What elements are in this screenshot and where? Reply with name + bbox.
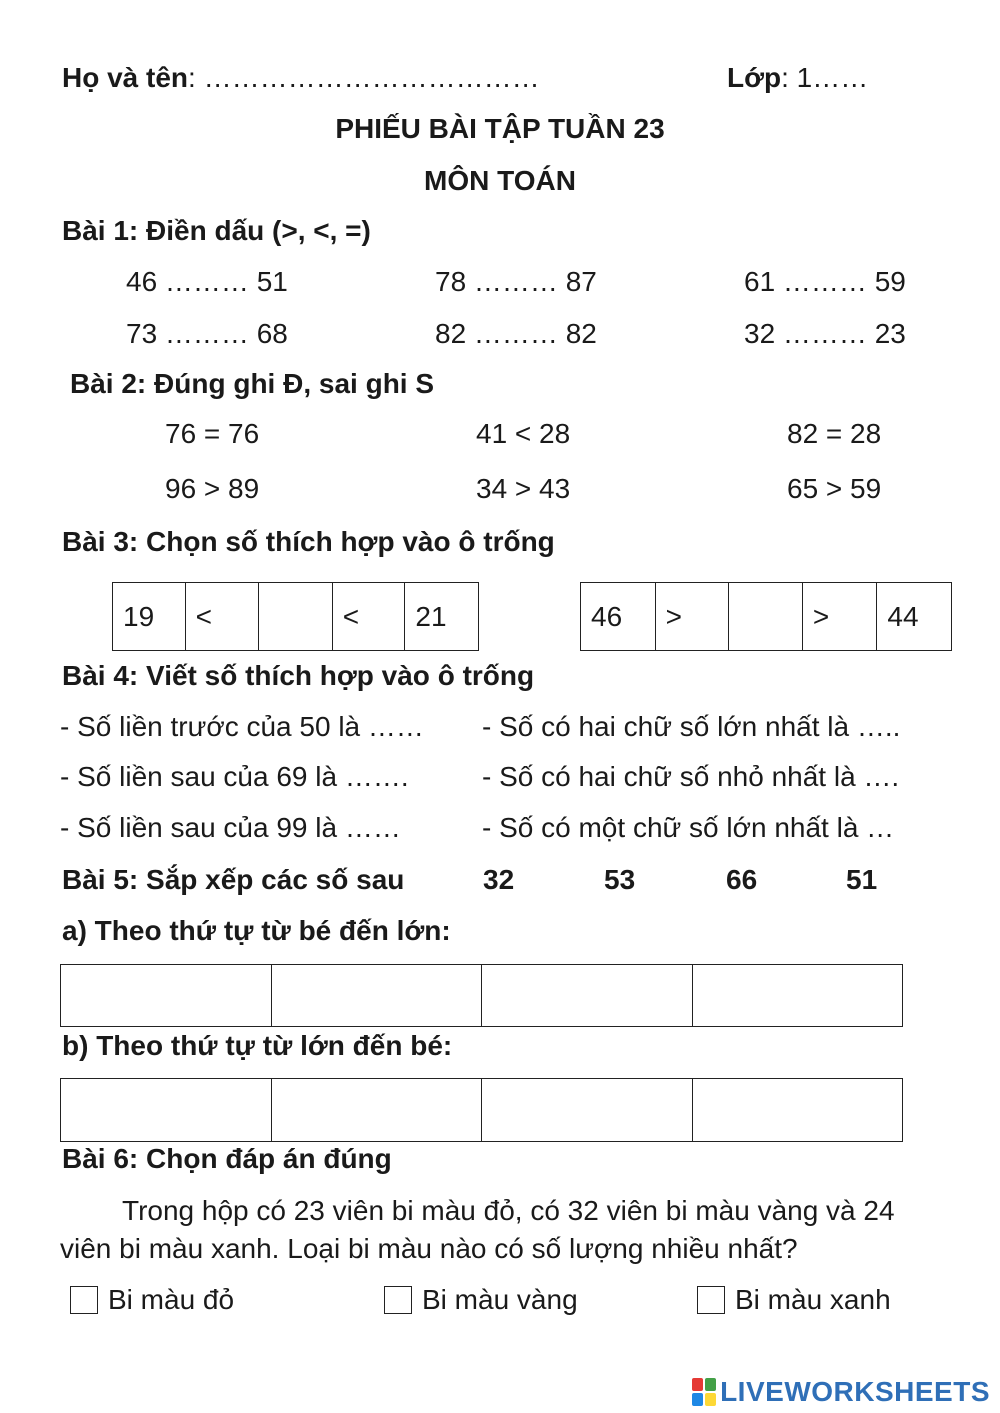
bai6-question-line-2: viên bi màu xanh. Loại bi màu nào có số lượng nhiều nhất? bbox=[60, 1233, 798, 1264]
bai6-heading: Bài 6: Chọn đáp án đúng bbox=[62, 1143, 392, 1174]
seq-cell: 44 bbox=[887, 600, 919, 632]
bai3-sequence-1 bbox=[112, 582, 479, 651]
seq-cell: 46 bbox=[581, 583, 656, 650]
seq-cell: > bbox=[803, 583, 878, 650]
bai5-number: 32 bbox=[483, 864, 515, 895]
checkbox[interactable] bbox=[697, 1286, 725, 1314]
logo-square bbox=[692, 1378, 703, 1391]
bai5-number: 51 bbox=[846, 864, 878, 895]
checkbox[interactable] bbox=[384, 1286, 412, 1314]
answer-cell[interactable] bbox=[693, 1079, 903, 1141]
bai2-item[interactable]: 41 < 28 bbox=[476, 418, 571, 449]
seq-blank-cell[interactable] bbox=[729, 583, 803, 650]
bai3-sequence-2 bbox=[580, 582, 952, 651]
bai5-part-b-label: b) Theo thứ tự từ lớn đến bé: bbox=[62, 1030, 453, 1061]
answer-cell[interactable] bbox=[482, 965, 693, 1026]
bai1-item[interactable]: 61 ……… 59 bbox=[744, 266, 906, 297]
bai4-left-item[interactable]: - Số liền trước của 50 là …… bbox=[60, 711, 424, 742]
bai5-number: 53 bbox=[604, 864, 636, 895]
logo-square bbox=[705, 1378, 716, 1391]
worksheet-title: PHIẾU BÀI TẬP TUẦN 23 bbox=[335, 113, 665, 144]
class-label: Lớp bbox=[727, 62, 782, 93]
bai1-item[interactable]: 46 ……… 51 bbox=[126, 266, 288, 297]
option-label: Bi màu đỏ bbox=[108, 1284, 235, 1315]
answer-cell[interactable] bbox=[272, 1079, 483, 1141]
bai2-item[interactable]: 34 > 43 bbox=[476, 473, 571, 504]
liveworksheets-logo-icon bbox=[692, 1378, 716, 1406]
bai5-number: 66 bbox=[726, 864, 758, 895]
bai5-heading: Bài 5: Sắp xếp các số sau bbox=[62, 864, 405, 895]
option-red[interactable] bbox=[70, 1284, 234, 1316]
bai3-heading: Bài 3: Chọn số thích hợp vào ô trống bbox=[62, 526, 555, 557]
class-line bbox=[727, 62, 868, 94]
seq-cell: > bbox=[656, 583, 730, 650]
liveworksheets-logo-text: LIVEWORKSHEETS bbox=[720, 1376, 990, 1407]
bai1-item[interactable]: 73 ……… 68 bbox=[126, 318, 288, 349]
bai2-heading: Bài 2: Đúng ghi Đ, sai ghi S bbox=[70, 368, 435, 399]
option-blue[interactable] bbox=[697, 1284, 891, 1316]
option-label: Bi màu xanh bbox=[735, 1284, 891, 1315]
bai5-answer-row-b bbox=[60, 1078, 903, 1142]
answer-cell[interactable] bbox=[272, 965, 483, 1026]
bai2-item[interactable]: 76 = 76 bbox=[165, 418, 260, 449]
seq-cell: < bbox=[333, 583, 406, 650]
seq-cell: 19 bbox=[113, 583, 186, 650]
bai4-right-item[interactable]: - Số có hai chữ số nhỏ nhất là …. bbox=[482, 761, 900, 792]
option-yellow[interactable] bbox=[384, 1284, 578, 1316]
bai4-heading: Bài 4: Viết số thích hợp vào ô trống bbox=[62, 660, 535, 691]
bai4-left-item[interactable]: - Số liền sau của 99 là …… bbox=[60, 812, 401, 843]
bai1-heading: Bài 1: Điền dấu (>, <, =) bbox=[62, 215, 371, 246]
bai1-item[interactable]: 32 ……… 23 bbox=[744, 318, 906, 349]
student-name-line bbox=[62, 62, 540, 94]
seq-cell: < bbox=[186, 583, 260, 650]
answer-cell[interactable] bbox=[482, 1079, 693, 1141]
checkbox[interactable] bbox=[70, 1286, 98, 1314]
bai4-right-item[interactable]: - Số có hai chữ số lớn nhất là ….. bbox=[482, 711, 901, 742]
subject-title: MÔN TOÁN bbox=[424, 165, 576, 196]
name-blank[interactable]: : ……………………………… bbox=[188, 62, 540, 93]
bai4-right-item[interactable]: - Số có một chữ số lớn nhất là … bbox=[482, 812, 895, 843]
seq-cell: 21 bbox=[415, 600, 447, 632]
bai5-part-a-label: a) Theo thứ tự từ bé đến lớn: bbox=[62, 915, 451, 946]
bai1-item[interactable]: 82 ……… 82 bbox=[435, 318, 597, 349]
bai2-item[interactable]: 65 > 59 bbox=[787, 473, 882, 504]
answer-cell[interactable] bbox=[61, 965, 272, 1026]
logo-square bbox=[705, 1393, 716, 1406]
class-value[interactable]: : 1…… bbox=[781, 62, 869, 93]
logo-square bbox=[692, 1393, 703, 1406]
seq-blank-cell[interactable] bbox=[259, 583, 333, 650]
option-label: Bi màu vàng bbox=[422, 1284, 578, 1315]
name-label: Họ và tên bbox=[62, 62, 189, 93]
answer-cell[interactable] bbox=[693, 965, 903, 1026]
bai5-answer-row-a bbox=[60, 964, 903, 1027]
bai2-item[interactable]: 82 = 28 bbox=[787, 418, 882, 449]
bai4-left-item[interactable]: - Số liền sau của 69 là ……. bbox=[60, 761, 409, 792]
answer-cell[interactable] bbox=[61, 1079, 272, 1141]
bai6-question-line-1: Trong hộp có 23 viên bi màu đỏ, có 32 viên bi màu vàng và 24 bbox=[122, 1195, 895, 1226]
bai1-item[interactable]: 78 ……… 87 bbox=[435, 266, 597, 297]
liveworksheets-logo bbox=[692, 1376, 990, 1408]
bai2-item[interactable]: 96 > 89 bbox=[165, 473, 260, 504]
